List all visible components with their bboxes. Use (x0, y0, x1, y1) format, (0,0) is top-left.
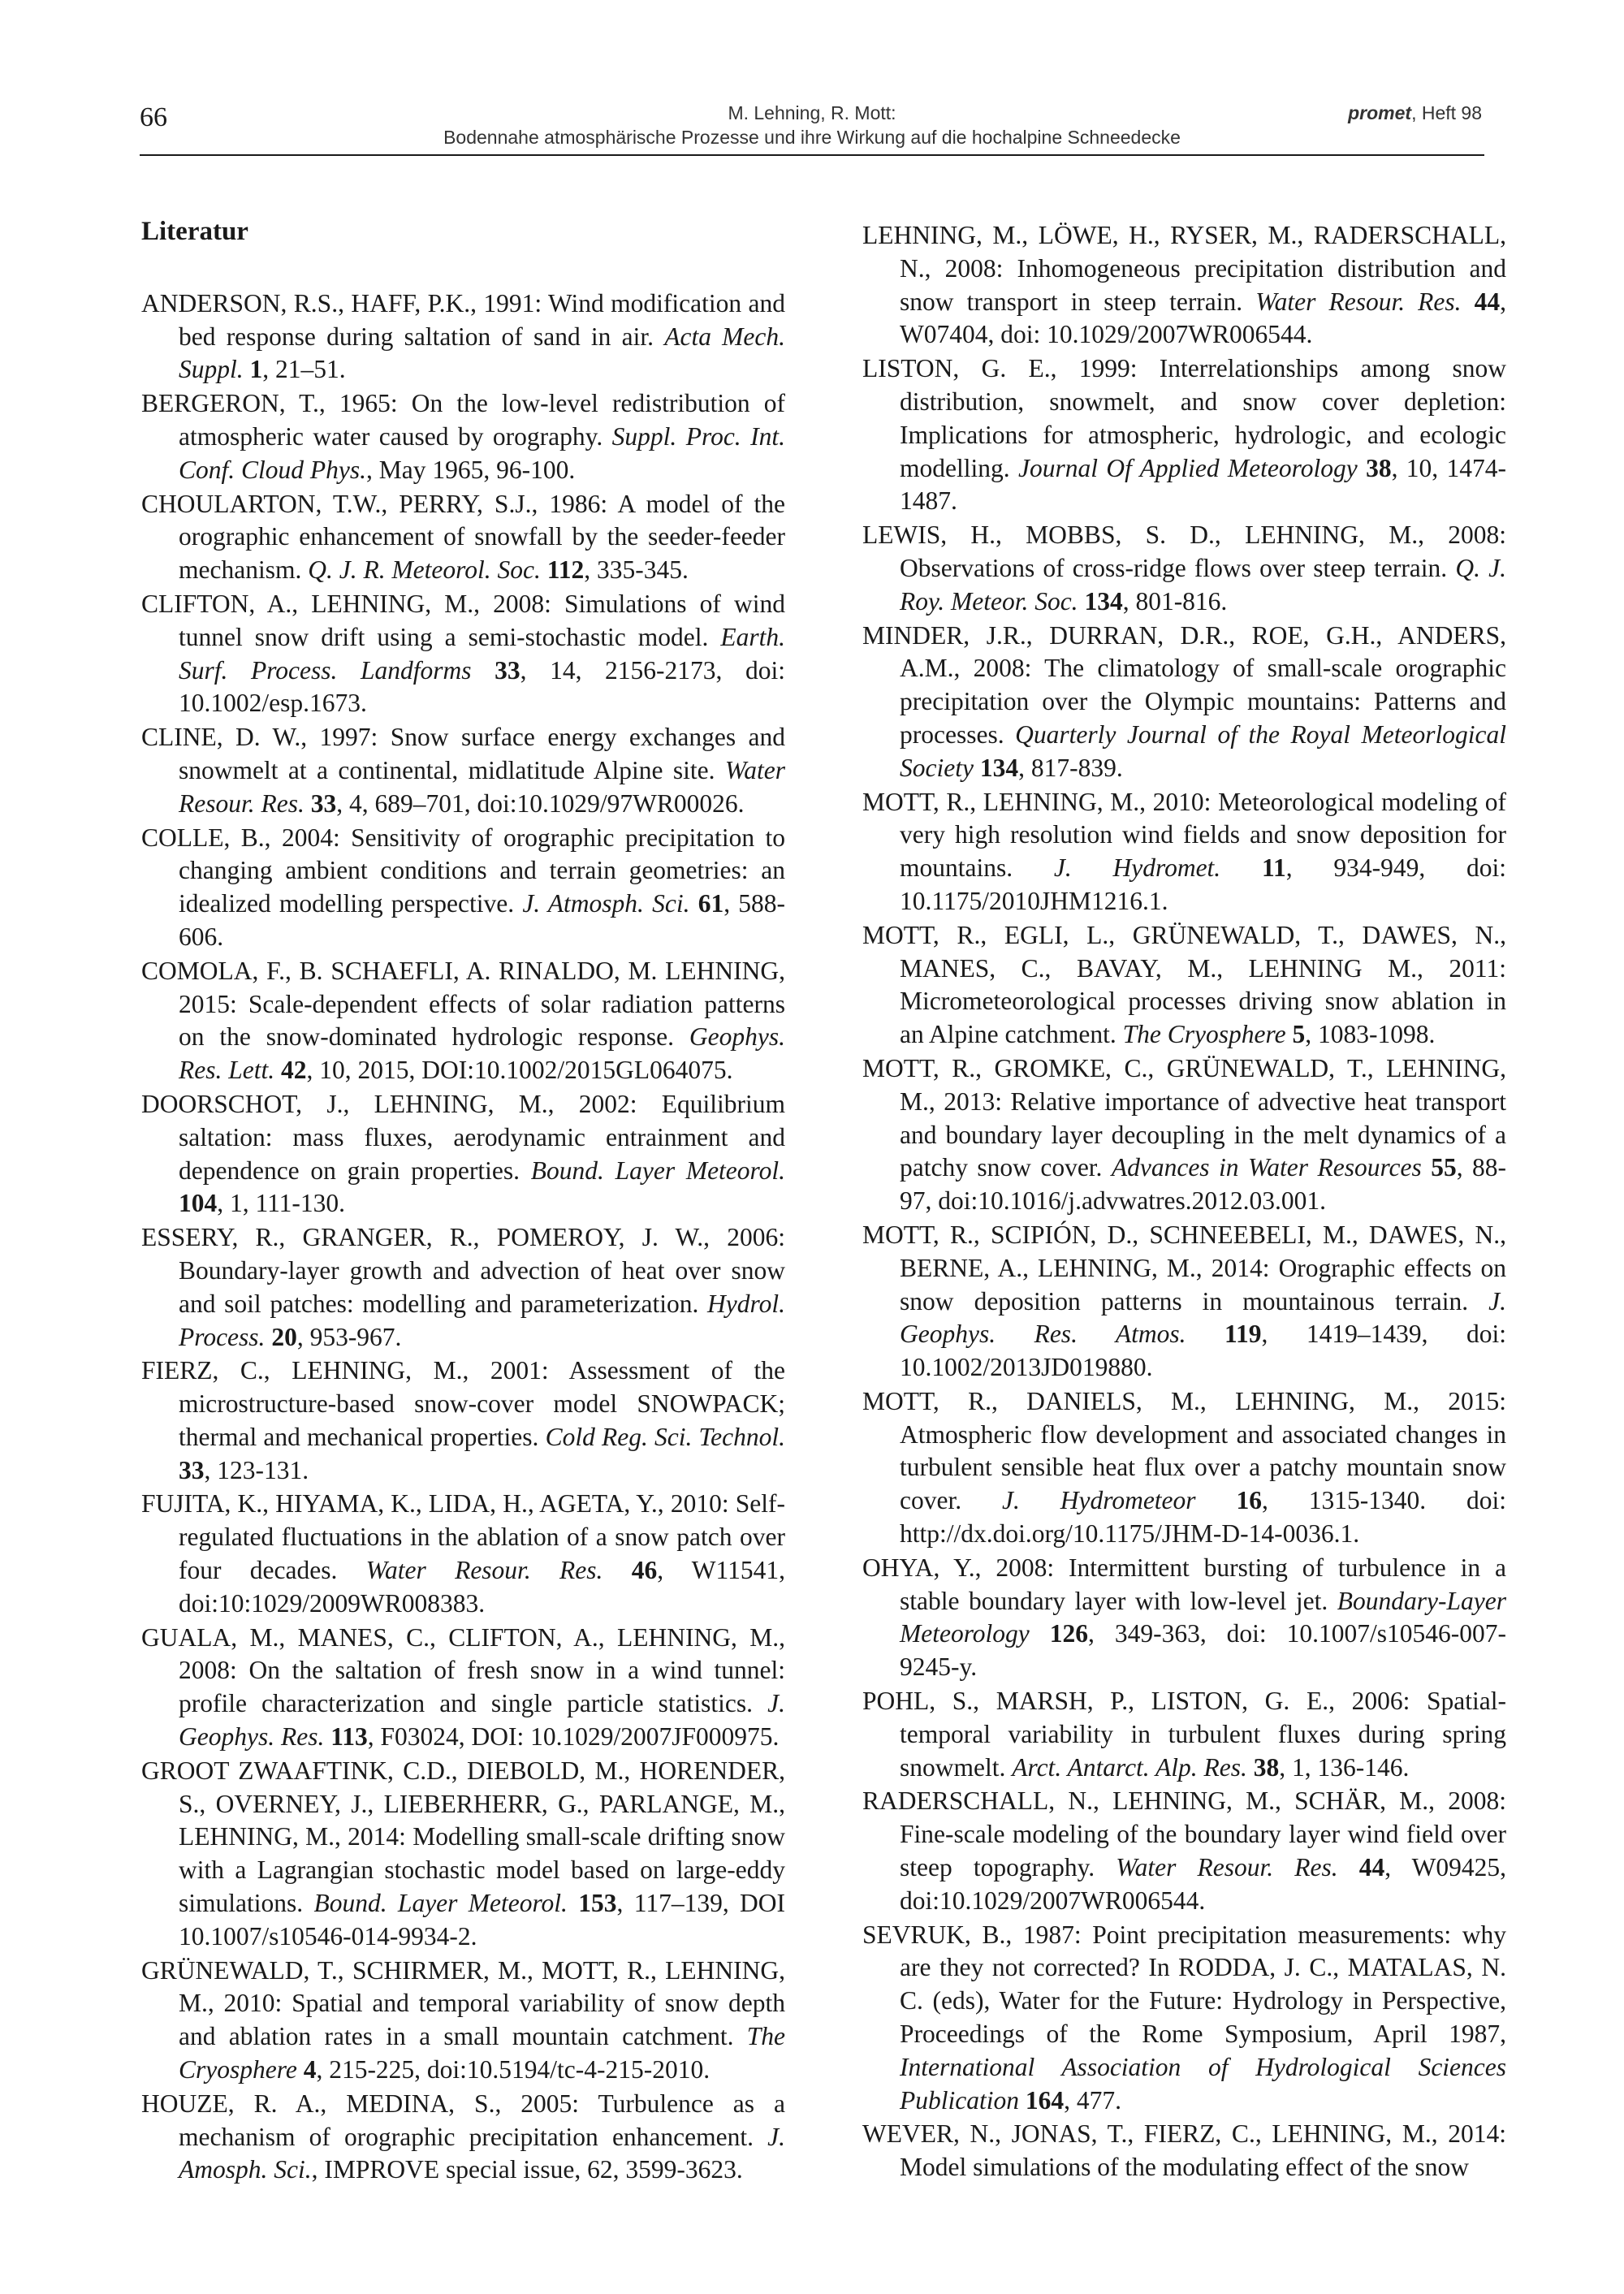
reference-authors: MINDER, J.R., DURRAN, D.R., ROE, G.H., ANDERS, A.M., 2008: (862, 620, 1506, 683)
reference-authors: MOTT, R., GROMKE, C., GRÜNEWALD, T., LEHNING, M., 2013: (862, 1053, 1506, 1116)
reference-text: Scale-dependent effects of solar radiation patterns on the snow-dominated hydrologic response. (179, 989, 786, 1052)
reference-volume: 11 (1261, 853, 1286, 883)
reference-source: Boundary-Layer Meteorology (900, 1586, 1507, 1648)
reference-text: Sensitivity of orographic precipitation to changing ambient conditions and terrain geometries: an idealized modelling perspective. (179, 823, 785, 918)
reference-text: Spatial and temporal variability of snow depth and ablation rates in a small mountain catchment. (179, 1989, 785, 2051)
reference-entry (862, 1785, 1506, 1917)
reference-authors: FIERZ, C., LEHNING, M., 2001: (141, 1356, 549, 1385)
reference-source: The Cryosphere (179, 2022, 786, 2084)
reference-source: J. Amosph. Sci. (179, 2122, 785, 2184)
reference-entry (141, 287, 785, 387)
reference-volume: 126 (1049, 1619, 1088, 1648)
reference-volume: 44 (1358, 1853, 1385, 1882)
reference-text: Inhomogeneous precipitation distribution and snow transport in steep terrain. (900, 253, 1506, 316)
reference-authors: COLLE, B., 2004: (141, 823, 340, 852)
reference-entry (862, 1685, 1506, 1784)
reference-entry (862, 219, 1506, 352)
reference-volume: 38 (1366, 453, 1392, 482)
reference-source: Earth. Surf. Process. Landforms (179, 622, 786, 685)
reference-source: Bound. Layer Meteorol. (530, 1156, 785, 1185)
reference-source: Advances in Water Resources (1111, 1153, 1422, 1182)
reference-authors: POHL, S., MARSH, P., LISTON, G. E., 2006: (862, 1687, 1410, 1716)
reference-entry (141, 1088, 785, 1220)
reference-text: On the saltation of fresh snow in a wind tunnel: profile characterization and single particle statistics. (179, 1656, 785, 1718)
reference-entry (141, 1221, 785, 1354)
reference-details: , 349-363, doi: 10.1007/s10546-007-9245-y. (900, 1619, 1507, 1682)
reference-source: The Cryosphere (1122, 1020, 1286, 1049)
reference-volume: 42 (281, 1056, 307, 1085)
reference-source: Geophys. Res. Lett. (179, 1022, 785, 1085)
reference-source: J. Hydromet. (1053, 853, 1221, 883)
reference-source: Q. J. Roy. Meteor. Soc. (900, 553, 1506, 616)
header-rule (140, 154, 1484, 156)
reference-text: Assessment of the microstructure-based snow-cover model SNOWPACK; thermal and mechanical properties. (179, 1356, 785, 1451)
reference-entry (141, 387, 785, 486)
reference-details: , 1, 136-146. (1279, 1752, 1410, 1782)
reference-text: Intermittent bursting of turbulence in a stable boundary layer with low-level jet. (900, 1553, 1506, 1615)
reference-details: , 801-816. (1122, 586, 1228, 616)
reference-details: , 817-839. (1018, 753, 1123, 782)
reference-text: Model simulations of the modulating effect of the snow (900, 2153, 1470, 2182)
reference-volume: 104 (179, 1189, 218, 1218)
reference-details: , W07404, doi: 10.1029/2007WR006544. (900, 287, 1507, 349)
reference-entry (141, 721, 785, 820)
reference-details: , 14, 2156-2173, doi: 10.1002/esp.1673. (179, 655, 786, 718)
reference-text: Simulations of wind tunnel snow drift using a semi-stochastic model. (179, 589, 786, 651)
reference-authors: COMOLA, F., B. SCHAEFLI, A. RINALDO, M. LEHNING, 2015: (141, 956, 785, 1018)
reference-entry (862, 919, 1506, 1052)
reference-entry (141, 2088, 785, 2187)
reference-text: On the low-level redistribution of atmospheric water caused by orography. (179, 389, 786, 451)
reference-volume: 1 (249, 355, 263, 384)
reference-authors: MOTT, R., LEHNING, M., 2010: (862, 787, 1212, 816)
reference-details: , 1, 111-130. (217, 1189, 346, 1218)
reference-details: , 588-606. (179, 889, 785, 951)
reference-volume: 61 (698, 889, 724, 918)
reference-authors: CLINE, D. W., 1997: (141, 723, 378, 752)
reference-authors: OHYA, Y., 2008: (862, 1553, 1055, 1582)
reference-text: Boundary-layer growth and advection of heat over snow and soil patches: modelling and parameterization. (179, 1255, 785, 1318)
reference-source: Hydrol. Process. (179, 1289, 785, 1351)
reference-authors: LEWIS, H., MOBBS, S. D., LEHNING, M., 2008: (862, 521, 1506, 550)
reference-text: Interrelationships among snow distribution, snowmelt, and snow cover depletion: Implications for atmospheric, hydrologic, and ecologic modelling. (900, 354, 1506, 482)
reference-volume: 153 (578, 1889, 617, 1918)
reference-volume: 20 (271, 1322, 297, 1351)
reference-volume: 44 (1474, 287, 1501, 316)
reference-details: , 215-225, doi:10.5194/tc-4-215-2010. (316, 2055, 710, 2084)
reference-authors: LISTON, G. E., 1999: (862, 354, 1138, 383)
reference-source: J. Atmosph. Sci. (522, 889, 690, 918)
section-heading: Literatur (141, 217, 248, 246)
reference-authors: HOUZE, R. A., MEDINA, S., 2005: (141, 2089, 580, 2118)
reference-volume: 164 (1025, 2085, 1065, 2115)
reference-volume: 33 (179, 1455, 205, 1484)
reference-text: Orographic effects on snow deposition patterns in mountainous terrain. (900, 1253, 1506, 1315)
reference-text: Observations of cross-ridge flows over steep terrain. (900, 553, 1448, 582)
reference-details: , 10, 2015, DOI:10.1002/2015GL064075. (306, 1056, 733, 1085)
reference-volume: 55 (1431, 1153, 1457, 1182)
reference-authors: GROOT ZWAAFTINK, C.D., DIEBOLD, M., HORENDER, S., OVERNEY, J., LIEBERHERR, G., PARLANGE, M., LEHNING, M., 2014: (141, 1756, 785, 1851)
reference-authors: DOORSCHOT, J., LEHNING, M., 2002: (141, 1089, 637, 1118)
reference-text: Equilibrium saltation: mass fluxes, aerodynamic entrainment and dependence on grain properties. (179, 1089, 785, 1185)
reference-volume: 38 (1253, 1752, 1280, 1782)
reference-entry (862, 1385, 1506, 1551)
reference-authors: ESSERY, R., GRANGER, R., POMEROY, J. W., 2006: (141, 1223, 785, 1252)
reference-details: , 88-97, doi:10.1016/j.advwatres.2012.03.001. (900, 1153, 1507, 1216)
reference-entry (862, 2118, 1506, 2184)
reference-authors: GRÜNEWALD, T., SCHIRMER, M., MOTT, R., LEHNING, M., 2010: (141, 1955, 785, 2018)
journal-brand: promet (1348, 102, 1412, 123)
journal-issue-label (1348, 102, 1482, 124)
running-header-authors: M. Lehning, R. Mott: (728, 102, 896, 123)
reference-details: , IMPROVE special issue, 62, 3599-3623. (311, 2155, 743, 2184)
reference-details: , 117–139, DOI 10.1007/s10546-014-9934-2. (179, 1889, 786, 1951)
reference-source: J. Geophys. Res. Atmos. (900, 1286, 1506, 1349)
reference-authors: ANDERSON, R.S., HAFF, P.K., 1991: (141, 288, 542, 318)
reference-authors: FUJITA, K., HIYAMA, K., LIDA, H., AGETA, Y., 2010: (141, 1489, 729, 1519)
reference-list-right (862, 219, 1506, 2184)
reference-entry (862, 1052, 1506, 1218)
reference-text: Wind modification and bed response during saltation of sand in air. (179, 288, 785, 351)
reference-entry (862, 1552, 1506, 1684)
reference-details: , 21–51. (262, 355, 346, 384)
reference-details: , F03024, DOI: 10.1029/2007JF000975. (367, 1722, 780, 1752)
reference-authors: GUALA, M., MANES, C., CLIFTON, A., LEHNING, M., 2008: (141, 1622, 785, 1685)
reference-volume: 4 (303, 2055, 317, 2084)
reference-details: , 123-131. (204, 1455, 309, 1484)
running-header (325, 101, 1299, 149)
reference-source: Acta Mech. Suppl. (179, 322, 785, 384)
reference-volume: 134 (1084, 586, 1123, 616)
reference-source: Cold Reg. Sci. Technol. (545, 1422, 786, 1451)
reference-source: Bound. Layer Meteorol. (313, 1889, 568, 1918)
reference-authors: CHOULARTON, T.W., PERRY, S.J., 1986: (141, 489, 608, 518)
reference-details: , May 1965, 96-100. (366, 455, 576, 484)
reference-details: , 477. (1064, 2085, 1121, 2115)
reference-source: International Association of Hydrological Sciences Publication (900, 2052, 1506, 2115)
reference-details: , 1315-1340. doi: http://dx.doi.org/10.1175/JHM-D-14-0036.1. (900, 1486, 1506, 1549)
reference-source: Water Resour. Res. (1116, 1853, 1338, 1882)
reference-details: , 10, 1474-1487. (900, 453, 1507, 516)
reference-authors: LEHNING, M., LÖWE, H., RYSER, M., RADERSCHALL, N., 2008: (862, 221, 1506, 283)
reference-entry (141, 1488, 785, 1620)
reference-source: Water Resour. Res. (1255, 287, 1462, 316)
reference-entry (141, 822, 785, 954)
reference-authors: WEVER, N., JONAS, T., FIERZ, C., LEHNING, M., 2014: (862, 2119, 1506, 2149)
reference-source: Quarterly Journal of the Royal Meteorlogical Society (900, 719, 1506, 782)
reference-text: Spatial-temporal variability in turbulent fluxes during spring snowmelt. (900, 1687, 1507, 1782)
reference-volume: 46 (631, 1556, 658, 1585)
reference-text: Fine-scale modeling of the boundary layer wind field over steep topography. (900, 1820, 1506, 1882)
reference-entry (141, 488, 785, 587)
reference-text: Meteorological modeling of very high resolution wind fields and snow deposition for mountains. (900, 787, 1507, 883)
reference-text: Self-regulated fluctuations in the ablation of a snow patch over four decades. (179, 1489, 786, 1585)
reference-entry (141, 1622, 785, 1754)
journal-issue: , Heft 98 (1411, 102, 1482, 123)
reference-details: , 4, 689–701, doi:10.1029/97WR00026. (336, 788, 745, 818)
reference-volume: 33 (495, 655, 520, 685)
reference-source: Water Resour. Res. (179, 755, 786, 818)
reference-source: Q. J. R. Meteorol. Soc. (308, 555, 541, 585)
reference-text: Snow surface energy exchanges and snowmelt at a continental, midlatitude Alpine site. (179, 723, 785, 784)
reference-text: Atmospheric flow development and associated changes in turbulent sensible heat flux over a patchy mountain snow cover. (900, 1419, 1506, 1515)
reference-details: , 934-949, doi: 10.1175/2010JHM1216.1. (900, 853, 1506, 915)
running-header-title: Bodennahe atmosphärische Prozesse und ihre Wirkung auf die hochalpine Schneedecke (443, 127, 1181, 148)
reference-authors: CLIFTON, A., LEHNING, M., 2008: (141, 589, 551, 618)
reference-authors: MOTT, R., DANIELS, M., LEHNING, M., 2015: (862, 1386, 1506, 1415)
reference-text: Modelling small-scale drifting snow with a Lagrangian stochastic model based on large-eddy simulations. (179, 1822, 785, 1918)
reference-source: Water Resour. Res. (365, 1556, 603, 1585)
reference-entry (862, 786, 1506, 918)
reference-volume: 33 (310, 788, 337, 818)
reference-text: Point precipitation measurements: why are they not corrected? In RODDA, J. C., MATALAS, N. C. (eds), Water for the Future: Hydrology in Perspective, Proceedings of the Rome Symposium, April 1987, (900, 1920, 1507, 2049)
reference-volume: 5 (1292, 1020, 1306, 1049)
reference-entry (862, 352, 1506, 518)
reference-entry (141, 1755, 785, 1954)
reference-text: The climatology of small-scale orographic precipitation over the Olympic mountains: Patterns and processes. (900, 654, 1506, 749)
reference-volume: 119 (1224, 1320, 1262, 1349)
reference-entry (141, 588, 785, 720)
reference-source: Arct. Antarct. Alp. Res. (1012, 1752, 1247, 1782)
reference-text: Relative importance of advective heat transport and boundary layer decoupling in the melt dynamics of a patchy snow cover. (900, 1087, 1506, 1182)
reference-details: , W11541, doi:10:1029/2009WR008383. (179, 1556, 785, 1618)
right-column (862, 219, 1506, 2185)
reference-volume: 113 (330, 1722, 368, 1752)
reference-list-left (141, 287, 785, 2187)
reference-text: A model of the orographic enhancement of snowfall by the seeder-feeder mechanism. (179, 489, 786, 585)
reference-entry (141, 955, 785, 1087)
reference-source: J. Hydrometeor (1002, 1486, 1196, 1515)
reference-authors: MOTT, R., EGLI, L., GRÜNEWALD, T., DAWES, N., MANES, C., BAVAY, M., LEHNING M., 2011: (862, 920, 1506, 983)
reference-entry (141, 1354, 785, 1487)
reference-source: Journal Of Applied Meteorology (1017, 453, 1358, 482)
reference-authors: MOTT, R., SCIPIÓN, D., SCHNEEBELI, M., DAWES, N., BERNE, A., LEHNING, M., 2014: (862, 1220, 1506, 1282)
reference-volume: 134 (979, 753, 1019, 782)
reference-text: Micrometeorological processes driving snow ablation in an Alpine catchment. (900, 987, 1506, 1049)
reference-authors: RADERSCHALL, N., LEHNING, M., SCHÄR, M., 2008: (862, 1786, 1506, 1816)
reference-details: , 335-345. (584, 555, 689, 585)
reference-details: , 1083-1098. (1305, 1020, 1436, 1049)
reference-volume: 16 (1236, 1486, 1262, 1515)
reference-authors: SEVRUK, B., 1987: (862, 1920, 1082, 1949)
reference-details: , 953-967. (296, 1322, 402, 1351)
reference-entry (141, 1955, 785, 2087)
reference-volume: 112 (546, 555, 585, 585)
reference-authors: BERGERON, T., 1965: (141, 389, 398, 418)
left-column (141, 215, 785, 2188)
reference-source: Suppl. Proc. Int. Conf. Cloud Phys. (179, 421, 785, 484)
reference-entry (862, 1919, 1506, 2118)
reference-entry (862, 1219, 1506, 1385)
reference-source: J. Geophys. Res. (179, 1689, 785, 1752)
reference-details: , W09425, doi:10.1029/2007WR006544. (900, 1853, 1507, 1915)
page-number: 66 (140, 102, 167, 132)
reference-details: , 1419–1439, doi: 10.1002/2013JD019880. (900, 1320, 1507, 1382)
reference-entry (862, 519, 1506, 618)
reference-text: Turbulence as a mechanism of orographic precipitation enhancement. (179, 2089, 785, 2151)
reference-entry (862, 620, 1506, 785)
